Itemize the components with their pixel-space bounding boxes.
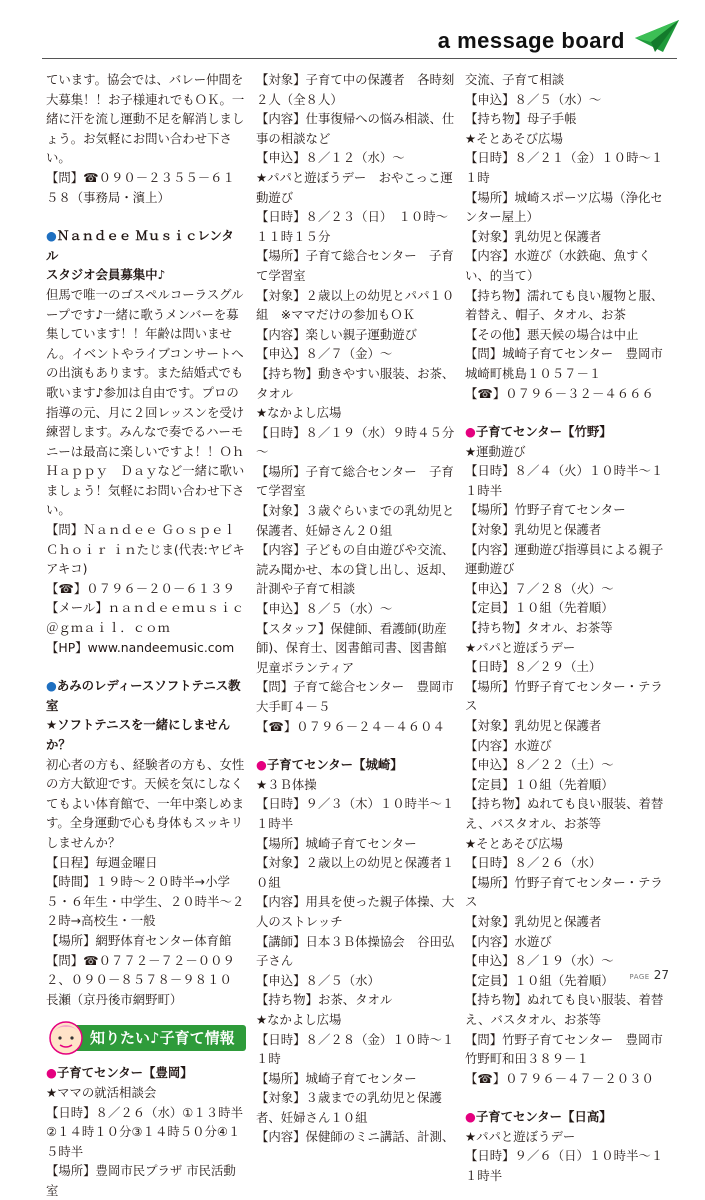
text: 【日時】８／２６（水） — [465, 855, 602, 871]
datetime: 【日時】８／２６（水）①１３時半②１４時１０分③１４時５０分④１５時半 — [46, 1104, 243, 1159]
bullet-icon: ● — [46, 228, 57, 244]
text: 【場所】竹野子育てセンター・テラス — [465, 874, 663, 910]
section-title: ●Ｎａｎｄｅｅ Ｍｕｓｉｃレンタル — [46, 228, 234, 263]
page-footer — [629, 968, 669, 982]
event-title: ★パパと遊ぼうデー おやこっこ運動遊び — [256, 169, 453, 205]
column-1 — [46, 70, 257, 1200]
text: 【その他】悪天候の場合は中止 — [465, 326, 639, 342]
text: 【申込】８／５（水）～ — [465, 91, 602, 107]
text: 【持ち物】お茶、タオル — [256, 992, 393, 1008]
text: 【対象】乳幼児と保護者 — [465, 913, 602, 929]
schedule: 【日程】毎週金曜日 — [46, 854, 158, 870]
text: 【内容】子どもの自由遊びや交流、読み聞かせ、本の貸し出し、返却、計測や子育て相談 — [256, 542, 455, 597]
text: 【対象】３歳までの乳幼児と保護者、妊婦さん１０組 — [256, 1090, 442, 1125]
contact: 【問】Ｎａｎｄｅｅ Ｇｏｓｐｅｌ Ｃｈｏｉｒ ｉｎたじま(代表:ヤビキアキコ) — [46, 522, 245, 577]
text: 【申込】８／１２（水）～ — [256, 150, 405, 166]
page-number: 27 — [653, 968, 669, 982]
text: 【日時】８／４（火）１０時半～１１時半 — [465, 463, 664, 498]
text: 但馬で唯一のゴスペルコーラスグループです♪一緒に歌うメンバーを募集しています！！年齢は問いません。イベントやライブコンサートへの出演もあります。また結婚式でも歌います♪参加は自由です。プロの指導の元、月に２回レッスンを受け練習します。みんなで奏でるハーモニーは最高に楽しいですよ！！Ｏｈ Ｈａｐｐｙ Ｄａｙなど一緒に歌いましょう！気軽にお問い合わせ下さい。 — [46, 286, 257, 518]
text: 【対象】子育て中の保護者 各時刻２人（全８人） — [256, 72, 455, 107]
bullet-icon: ● — [46, 678, 57, 694]
section-title: ●あみのレディースソフトテニス教室 — [46, 678, 241, 713]
text: 【申込】８／５（水） — [256, 972, 380, 988]
text: 交流、子育て相談 — [465, 72, 565, 87]
text: 【内容】水遊び（水鉄砲、魚すくい、的当て） — [465, 248, 651, 283]
text: 【持ち物】ぬれても良い服装、着替え、バスタオル、お茶等 — [465, 796, 664, 831]
phone: 【☎】０７９６－４７－２０３０ — [465, 1070, 654, 1086]
text: 【申込】８／１９（水）～ — [465, 953, 614, 969]
bullet-icon: ● — [256, 757, 267, 773]
contact: 【問】☎０７７２－７２－００９２、０９０－８５７８－９８１０ 長瀬（京丹後市網野町） — [46, 952, 245, 1007]
bullet-icon: ● — [465, 424, 476, 440]
text: 【申込】７／２８（火）～ — [465, 580, 614, 596]
phone: 【☎】０７９６－３２－４６６６ — [465, 385, 654, 401]
event-title: ★なかよし広場 — [256, 1011, 342, 1027]
event-title: ★ママの就活相談会 — [46, 1084, 157, 1100]
text: 【スタッフ】保健師、看護師(助産師)、保育士、図書館司書、図書館児童ボランティア — [256, 620, 447, 675]
text: 【場所】城崎子育てセンター — [256, 1070, 417, 1086]
place: 【場所】豊岡市民プラザ 市民活動室 — [46, 1163, 236, 1198]
text: 【内容】保健師のミニ講話、計測、 — [256, 1129, 455, 1145]
text: 【日時】８／１９（水）９時４５分～ — [256, 424, 455, 460]
section-subtitle: スタジオ会員募集中♪ — [46, 267, 166, 283]
text: 【対象】乳幼児と保護者 — [465, 522, 602, 538]
text: 【場所】城崎子育てセンター — [256, 835, 417, 851]
text: 【日時】８／２１（金）１０時～１１時 — [465, 150, 664, 185]
text: 【場所】竹野子育てセンター — [465, 502, 626, 518]
column-2 — [256, 70, 458, 1147]
text: 【対象】２歳以上の幼児と保護者１０組 — [256, 855, 455, 890]
phone: 【☎】０７９６－２４－４６０４ — [256, 718, 445, 734]
section-title: ●子育てセンター【竹野】 — [465, 424, 612, 440]
text: 【講師】日本３Ｂ体操協会 谷田弘子さん — [256, 933, 455, 969]
text: 【問】子育て総合センター 豊岡市大手町４－５ — [256, 679, 454, 714]
text: 【定員】１０組（先着順） — [465, 600, 614, 616]
page-label: PAGE — [629, 973, 650, 981]
place: 【場所】網野体育センター体育館 — [46, 932, 232, 948]
text: 【持ち物】動きやすい服装、お茶、タオル — [256, 365, 455, 401]
section-title: ●子育てセンター【城崎】 — [256, 757, 403, 773]
child-face-icon — [46, 1017, 86, 1057]
text: 【内容】用具を使った親子体操、大人のストレッチ — [256, 894, 455, 929]
text: 【持ち物】濡れても良い履物と服、着替え、帽子、タオル、お茶 — [465, 287, 664, 323]
text: 【日時】９／６（日）１０時半～１１時半 — [465, 1148, 664, 1184]
contact: 【問】☎０９０－２３５５－６１５８（事務局・濱上） — [46, 169, 235, 205]
page-header — [0, 0, 705, 62]
header-title: a message board — [437, 28, 625, 53]
event-title: ★そとあそび広場 — [465, 130, 563, 146]
time: 【時間】１９時～２０時半→小学５・６年生・中学生、２０時半～２２時→高校生・一般 — [46, 874, 245, 929]
text: 【日時】８／２３（日） １０時～１１時１５分 — [256, 209, 449, 244]
text: ています。協会では、バレー仲間を大募集！！お子様連れでもＯＫ。一緒に汗を流し運動不足を解消しましょう。お気軽にお問い合わせ下さい。 — [46, 72, 245, 166]
text: 【対象】２歳以上の幼児とパパ１０組 ※ママだけの参加もＯＫ — [256, 287, 455, 323]
text: 【問】竹野子育てセンター 豊岡市竹野町和田３８９－１ — [465, 1031, 663, 1067]
paper-plane-icon — [633, 16, 681, 56]
text: 【内容】水遊び — [465, 737, 552, 753]
header-rule — [42, 58, 677, 59]
section-subtitle: ★ソフトテニスを一緒にしませんか？ — [46, 717, 231, 752]
text: 【内容】楽しい親子運動遊び — [256, 326, 418, 342]
text: 【場所】城崎スポーツ広場（浄化センター屋上） — [465, 189, 663, 225]
bullet-icon: ● — [465, 1109, 476, 1125]
text: 【持ち物】タオル、お茶等 — [465, 620, 613, 636]
text: 【内容】水遊び — [465, 933, 552, 949]
text: 【内容】運動遊び指導員による親子運動遊び — [465, 541, 664, 577]
email: 【メール】ｎａｎｄｅｅｍｕｓｉｃ＠ｇｍａｉｌ．ｃｏｍ — [46, 600, 245, 636]
event-title: ★運動遊び — [465, 443, 526, 459]
text: 【定員】１０組（先着順） — [465, 972, 614, 988]
event-title: ★３Ｂ体操 — [256, 776, 317, 792]
text: 【場所】子育て総合センター 子育て学習室 — [256, 463, 454, 499]
text: 【日時】８／２９（土） — [465, 659, 602, 675]
text: 【日時】８／２８（金）１０時～１１時 — [256, 1031, 455, 1067]
text: 【場所】竹野子育てセンター・テラス — [465, 678, 663, 714]
homepage: 【HP】www.nandeemusic.com — [46, 639, 235, 655]
event-title: ★そとあそび広場 — [465, 835, 563, 851]
event-title: ★パパと遊ぼうデー — [465, 639, 576, 655]
section-title: ●子育てセンター【豊岡】 — [46, 1065, 193, 1081]
text: 【問】城崎子育てセンター 豊岡市城崎町桃島１０５７－１ — [465, 346, 663, 381]
text: 【申込】８／２２（土）～ — [465, 757, 614, 773]
text: 【対象】３歳ぐらいまでの乳幼児と保護者、妊婦さん２０組 — [256, 503, 455, 538]
text: 【内容】仕事復帰への悩み相談、仕事の相談など — [256, 111, 455, 146]
text: 【申込】８／５（水）～ — [256, 601, 393, 617]
text: 【場所】子育て総合センター 子育て学習室 — [256, 248, 454, 283]
text: 【持ち物】ぬれても良い服装、着替え、バスタオル、お茶等 — [465, 992, 664, 1027]
text: 【定員】１０組（先着順） — [465, 776, 614, 792]
text: 【申込】８／７（金）～ — [256, 346, 393, 362]
text: 【対象】乳幼児と保護者 — [465, 718, 602, 733]
text: 【持ち物】母子手帳 — [465, 111, 577, 127]
childcare-info-banner — [46, 1013, 246, 1057]
event-title: ★なかよし広場 — [256, 405, 342, 421]
bullet-icon: ● — [46, 1065, 57, 1081]
text: 【日時】９／３（木）１０時半～１１時半 — [256, 796, 455, 831]
section-title: ●子育てセンター【日高】 — [465, 1109, 612, 1125]
event-title: ★パパと遊ぼうデー — [465, 1128, 576, 1144]
banner-title: 知りたい♪子育て情報 — [90, 1029, 235, 1048]
text: 初心者の方も、経験者の方も、女性の方大歓迎です。天候を気にしなくてもよい体育館で、一年中楽しめます。全身運動で心も身体もスッキリしませんか？ — [46, 756, 245, 850]
phone: 【☎】０７９６－２０－６１３９ — [46, 580, 235, 596]
text: 【対象】乳幼児と保護者 — [465, 228, 602, 244]
column-3 — [465, 70, 665, 1186]
